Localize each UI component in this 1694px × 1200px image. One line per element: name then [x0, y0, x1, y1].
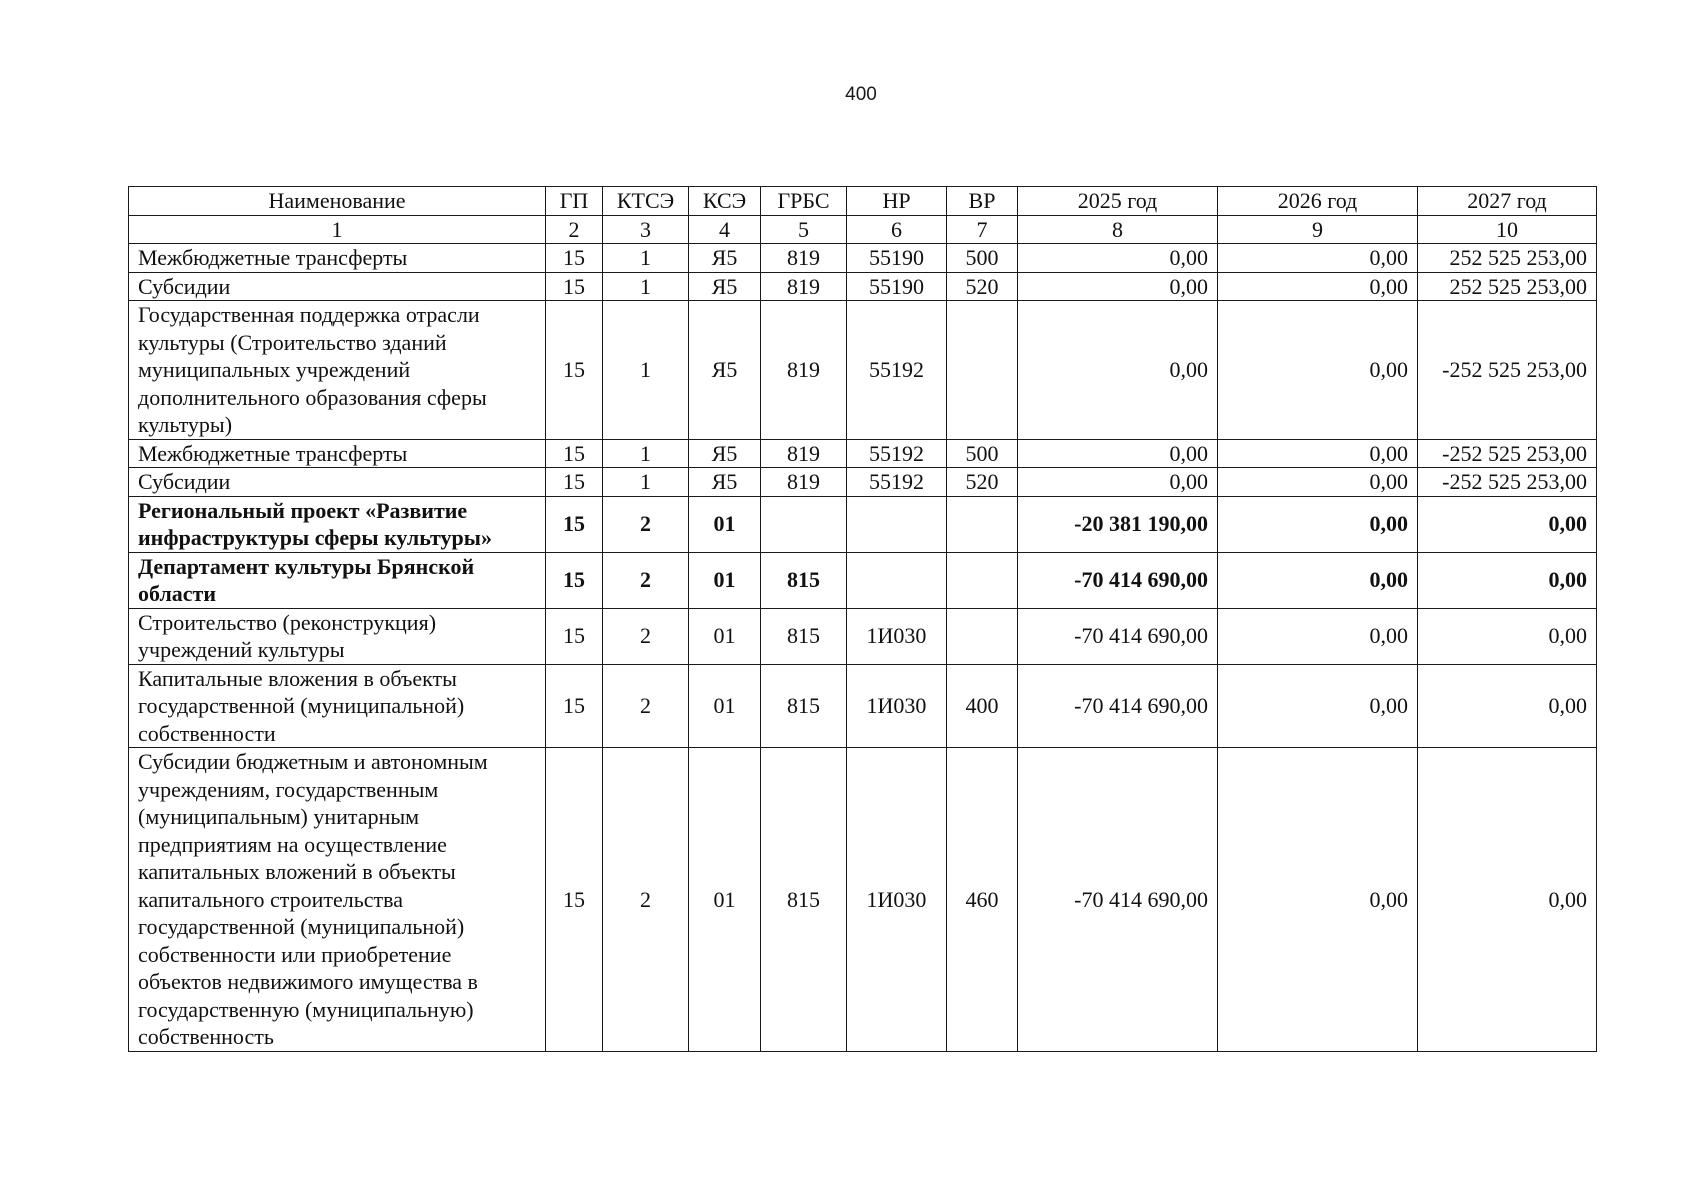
cell-nr [847, 552, 947, 608]
cell-gp: 15 [546, 664, 603, 748]
cell-nr: 55192 [847, 468, 947, 497]
cell-gp: 15 [546, 468, 603, 497]
table-row [129, 272, 1597, 301]
page-number: 400 [845, 84, 877, 105]
header-grbs: ГРБС [761, 187, 847, 216]
cell-gp: 15 [546, 272, 603, 301]
cell-kse: 01 [689, 552, 761, 608]
cell-name: Субсидии [129, 468, 546, 497]
cell-2025: -70 414 690,00 [1018, 552, 1218, 608]
column-number: 2 [546, 215, 603, 244]
cell-2026: 0,00 [1218, 608, 1418, 664]
cell-vr: 520 [947, 272, 1018, 301]
cell-grbs: 815 [761, 748, 847, 1052]
cell-kse: Я5 [689, 272, 761, 301]
cell-ktse: 1 [603, 272, 689, 301]
header-ktse: КТСЭ [603, 187, 689, 216]
cell-2026: 0,00 [1218, 468, 1418, 497]
cell-2025: -70 414 690,00 [1018, 608, 1218, 664]
cell-nr: 1И030 [847, 664, 947, 748]
cell-2027: 252 525 253,00 [1418, 244, 1597, 273]
cell-kse: Я5 [689, 439, 761, 468]
cell-2027: -252 525 253,00 [1418, 439, 1597, 468]
cell-2027: 252 525 253,00 [1418, 272, 1597, 301]
cell-name: Капитальные вложения в объекты государственной (муниципальной) собственности [129, 664, 546, 748]
cell-vr: 500 [947, 439, 1018, 468]
cell-vr: 460 [947, 748, 1018, 1052]
column-number: 9 [1218, 215, 1418, 244]
cell-2026: 0,00 [1218, 496, 1418, 552]
cell-grbs [761, 496, 847, 552]
column-number: 3 [603, 215, 689, 244]
cell-ktse: 2 [603, 496, 689, 552]
cell-gp: 15 [546, 748, 603, 1052]
cell-gp: 15 [546, 439, 603, 468]
column-number: 6 [847, 215, 947, 244]
column-number: 1 [129, 215, 546, 244]
cell-nr: 55192 [847, 439, 947, 468]
cell-2026: 0,00 [1218, 552, 1418, 608]
header-gp: ГП [546, 187, 603, 216]
cell-2027: -252 525 253,00 [1418, 301, 1597, 440]
column-number: 7 [947, 215, 1018, 244]
header-name: Наименование [129, 187, 546, 216]
header-year-2025: 2025 год [1018, 187, 1218, 216]
cell-2027: 0,00 [1418, 496, 1597, 552]
cell-kse: 01 [689, 608, 761, 664]
cell-grbs: 815 [761, 664, 847, 748]
cell-vr: 520 [947, 468, 1018, 497]
cell-name: Межбюджетные трансферты [129, 439, 546, 468]
table-row [129, 552, 1597, 608]
cell-ktse: 2 [603, 552, 689, 608]
cell-vr: 400 [947, 664, 1018, 748]
cell-name: Субсидии [129, 272, 546, 301]
header-kse: КСЭ [689, 187, 761, 216]
cell-kse: Я5 [689, 244, 761, 273]
cell-name: Строительство (реконструкция) учреждений культуры [129, 608, 546, 664]
cell-nr: 55190 [847, 244, 947, 273]
cell-gp: 15 [546, 552, 603, 608]
cell-2026: 0,00 [1218, 244, 1418, 273]
column-number: 4 [689, 215, 761, 244]
cell-2025: 0,00 [1018, 439, 1218, 468]
header-nr: НР [847, 187, 947, 216]
cell-2025: 0,00 [1018, 301, 1218, 440]
table-row [129, 439, 1597, 468]
cell-kse: 01 [689, 748, 761, 1052]
column-number: 10 [1418, 215, 1597, 244]
cell-grbs: 819 [761, 439, 847, 468]
table-row [129, 244, 1597, 273]
cell-gp: 15 [546, 496, 603, 552]
cell-2025: -70 414 690,00 [1018, 748, 1218, 1052]
cell-2027: 0,00 [1418, 664, 1597, 748]
cell-name: Субсидии бюджетным и автономным учреждениям, государственным (муниципальным) унитарным предприятиям на осуществление капитальных вложений в объекты капитального строительства государственной (муниципальной) собственности или приобретение объектов недвижимого имущества в государственную (муниципальную) собственность [129, 748, 546, 1052]
cell-ktse: 2 [603, 748, 689, 1052]
cell-2027: -252 525 253,00 [1418, 468, 1597, 497]
cell-2027: 0,00 [1418, 748, 1597, 1052]
cell-name: Департамент культуры Брянской области [129, 552, 546, 608]
cell-name: Региональный проект «Развитие инфраструктуры сферы культуры» [129, 496, 546, 552]
cell-vr: 500 [947, 244, 1018, 273]
table-row [129, 748, 1597, 1052]
cell-2027: 0,00 [1418, 552, 1597, 608]
column-number: 8 [1018, 215, 1218, 244]
cell-2025: -20 381 190,00 [1018, 496, 1218, 552]
cell-grbs: 819 [761, 301, 847, 440]
cell-nr: 55192 [847, 301, 947, 440]
cell-kse: 01 [689, 664, 761, 748]
cell-ktse: 1 [603, 301, 689, 440]
cell-2026: 0,00 [1218, 748, 1418, 1052]
column-number-row [129, 215, 1597, 244]
cell-nr: 1И030 [847, 748, 947, 1052]
cell-2026: 0,00 [1218, 439, 1418, 468]
cell-grbs: 815 [761, 552, 847, 608]
header-year-2027: 2027 год [1418, 187, 1597, 216]
header-row [129, 187, 1597, 216]
cell-2025: 0,00 [1018, 468, 1218, 497]
cell-gp: 15 [546, 301, 603, 440]
cell-2025: -70 414 690,00 [1018, 664, 1218, 748]
header-vr: ВР [947, 187, 1018, 216]
cell-vr [947, 301, 1018, 440]
cell-kse: Я5 [689, 301, 761, 440]
cell-2025: 0,00 [1018, 244, 1218, 273]
cell-grbs: 819 [761, 468, 847, 497]
cell-2026: 0,00 [1218, 664, 1418, 748]
cell-gp: 15 [546, 608, 603, 664]
table-row [129, 468, 1597, 497]
cell-name: Государственная поддержка отрасли культуры (Строительство зданий муниципальных учреждений дополнительного образования сферы культуры) [129, 301, 546, 440]
cell-kse: 01 [689, 496, 761, 552]
cell-name: Межбюджетные трансферты [129, 244, 546, 273]
cell-vr [947, 608, 1018, 664]
table-row [129, 496, 1597, 552]
cell-vr [947, 552, 1018, 608]
table-body [129, 244, 1597, 1052]
column-number: 5 [761, 215, 847, 244]
cell-grbs: 819 [761, 244, 847, 273]
table-row [129, 608, 1597, 664]
cell-vr [947, 496, 1018, 552]
table-row [129, 664, 1597, 748]
cell-ktse: 2 [603, 608, 689, 664]
header-year-2026: 2026 год [1218, 187, 1418, 216]
cell-gp: 15 [546, 244, 603, 273]
table-row [129, 301, 1597, 440]
cell-kse: Я5 [689, 468, 761, 497]
cell-ktse: 1 [603, 468, 689, 497]
cell-nr [847, 496, 947, 552]
cell-ktse: 2 [603, 664, 689, 748]
cell-nr: 1И030 [847, 608, 947, 664]
cell-nr: 55190 [847, 272, 947, 301]
cell-ktse: 1 [603, 439, 689, 468]
cell-grbs: 819 [761, 272, 847, 301]
cell-2026: 0,00 [1218, 272, 1418, 301]
budget-table [128, 186, 1597, 1052]
cell-2026: 0,00 [1218, 301, 1418, 440]
cell-ktse: 1 [603, 244, 689, 273]
cell-2025: 0,00 [1018, 272, 1218, 301]
cell-grbs: 815 [761, 608, 847, 664]
cell-2027: 0,00 [1418, 608, 1597, 664]
table-header [129, 187, 1597, 244]
